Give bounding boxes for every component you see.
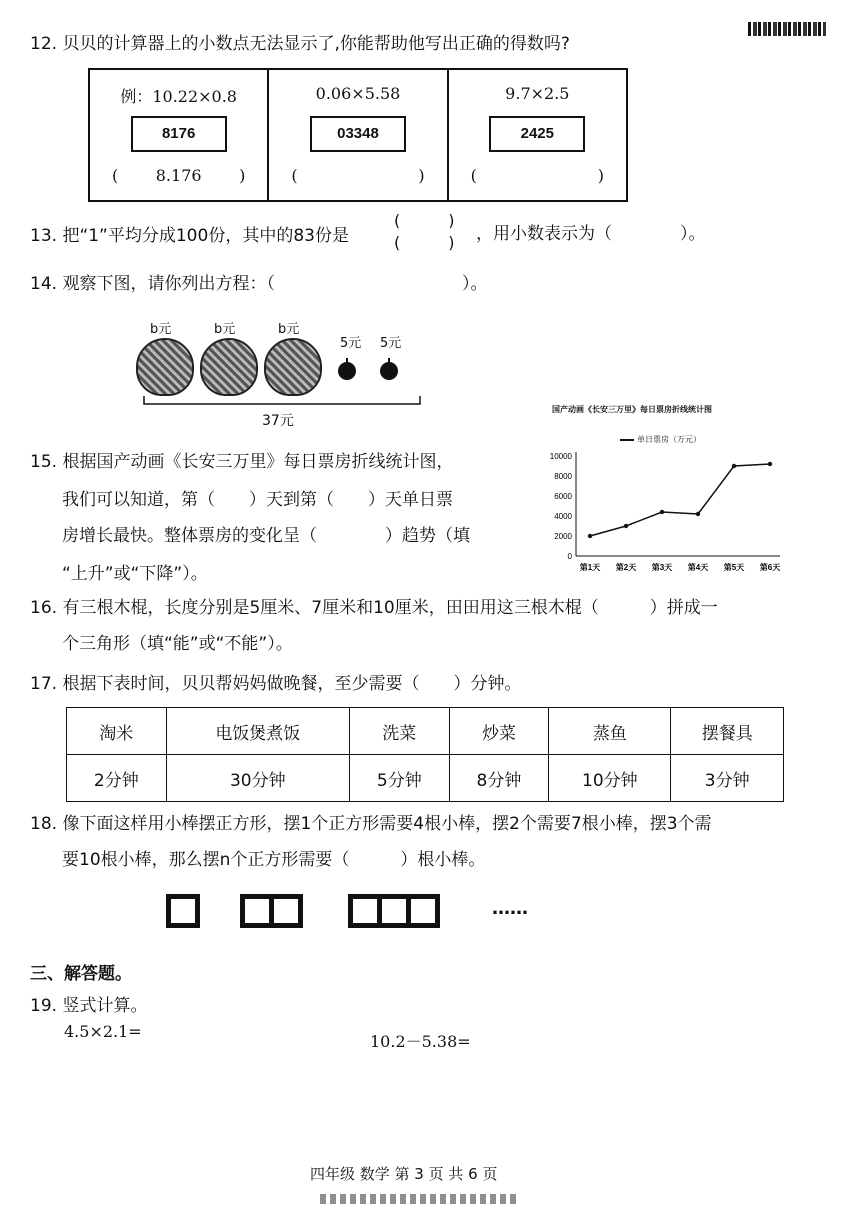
calc-cell-2: [269, 70, 448, 200]
y-tick-label: 4000: [554, 512, 572, 521]
basket-icon: [200, 338, 258, 396]
paren-close: ): [239, 166, 246, 185]
square-1: [166, 894, 200, 928]
qr-code-icon: [748, 22, 826, 36]
x-tick-label: 第6天: [759, 563, 781, 572]
ellipsis: ……: [492, 898, 528, 919]
fraction-numerator: ( ): [394, 211, 455, 230]
paren-open: (: [291, 166, 298, 185]
page-footer: 四年级 数学 第 3 页 共 6 页: [310, 1165, 498, 1183]
y-tick-label: 8000: [554, 472, 572, 481]
q15-line-4: “上升”或“下降”）。: [62, 564, 208, 584]
basket-price-label: b元: [150, 322, 172, 337]
paren-open: (: [470, 166, 477, 185]
answer-blank[interactable]: [471, 166, 604, 185]
x-tick-label: 第2天: [615, 563, 637, 572]
duration-cell: 30分钟: [166, 755, 349, 802]
q18-line-1: 18. 像下面这样用小棒摆正方形，摆1个正方形需要4根小棒，摆2个需要7根小棒，摆3个需: [30, 814, 712, 834]
duration-cell: 3分钟: [671, 755, 784, 802]
apple-icon: [380, 362, 398, 380]
chart-legend: [620, 434, 701, 445]
fraction-blank[interactable]: [394, 210, 455, 254]
cut-off-text: [320, 1194, 520, 1204]
y-tick-label: 6000: [554, 492, 572, 501]
task-cell: 炒菜: [449, 708, 549, 755]
legend-swatch: [620, 439, 634, 441]
legend-label: 单日票房（万元）: [637, 435, 701, 444]
series-line: [590, 464, 770, 536]
answer-blank[interactable]: [291, 166, 424, 185]
data-point: [624, 524, 628, 528]
calculator-table: [88, 68, 628, 202]
vertical-calc-1: 4.5×2.1=: [64, 1022, 142, 1041]
q14-figure: [134, 316, 434, 436]
calc-display: 8176: [131, 116, 227, 152]
box-office-chart: [536, 402, 792, 582]
fruit-price-label: 5元: [340, 336, 362, 351]
data-point: [768, 462, 772, 466]
calc-expression: 例：10.22×0.8: [120, 87, 237, 106]
calc-display: 03348: [310, 116, 406, 152]
paren-open: (: [112, 166, 119, 185]
vertical-calc-2: 10.2－5.38=: [370, 1032, 471, 1051]
q16-line-2: 个三角形（填“能”或“不能”）。: [62, 634, 293, 654]
stick-squares-figure: [166, 894, 566, 934]
table-row: [67, 708, 784, 755]
q15-line-1: 15. 根据国产动画《长安三万里》每日票房折线统计图，: [30, 452, 454, 472]
basket-icon: [136, 338, 194, 396]
paren-close: ): [597, 166, 604, 185]
paren-close: ): [418, 166, 425, 185]
q19-text: 19. 竖式计算。: [30, 996, 148, 1016]
x-tick-label: 第4天: [687, 563, 709, 572]
q18-line-2: 要10根小棒，那么摆n个正方形需要（ ）根小棒。: [62, 850, 486, 870]
y-tick-label: 0: [567, 552, 572, 561]
duration-cell: 2分钟: [67, 755, 167, 802]
q16-line-1: 16. 有三根木棍，长度分别是5厘米、7厘米和10厘米，田田用这三根木棍（ ）拼成一: [30, 598, 718, 618]
answer-value: 8.176: [155, 166, 202, 185]
total-price-label: 37元: [262, 413, 294, 429]
cooking-times-table: [66, 707, 784, 802]
q13-suffix: ，用小数表示为（ ）。: [476, 224, 706, 244]
task-cell: 电饭煲煮饭: [166, 708, 349, 755]
q15-line-3: 房增长最快。整体票房的变化呈（ ）趋势（填: [62, 526, 470, 546]
answer-blank[interactable]: [112, 166, 245, 185]
task-cell: 淘米: [67, 708, 167, 755]
q13-prefix: 13. 把“1”平均分成100份，其中的83份是: [30, 226, 349, 246]
data-point: [660, 510, 664, 514]
q14-text: 14. 观察下图，请你列出方程：（ ）。: [30, 274, 488, 294]
duration-cell: 8分钟: [449, 755, 549, 802]
x-tick-label: 第3天: [651, 563, 673, 572]
q12-text: 12. 贝贝的计算器上的小数点无法显示了,你能帮助他写出正确的得数吗?: [30, 34, 570, 54]
chart-plot: [536, 448, 792, 582]
x-tick-label: 第1天: [579, 563, 601, 572]
task-cell: 蒸鱼: [549, 708, 671, 755]
duration-cell: 5分钟: [349, 755, 449, 802]
calc-expression: 0.06×5.58: [315, 84, 401, 103]
x-tick-label: 第5天: [723, 563, 745, 572]
data-point: [588, 534, 592, 538]
square-3c: [406, 894, 440, 928]
basket-icon: [264, 338, 322, 396]
chart-title: 国产动画《长安三万里》每日票房折线统计图: [552, 405, 712, 414]
y-tick-label: 10000: [549, 452, 572, 461]
section-title: 三、解答题。: [30, 964, 132, 984]
calc-cell-3: [449, 70, 626, 200]
y-tick-label: 2000: [554, 532, 572, 541]
q15-line-2: 我们可以知道，第（ ）天到第（ ）天单日票: [62, 490, 453, 510]
basket-price-label: b元: [278, 322, 300, 337]
basket-price-label: b元: [214, 322, 236, 337]
calc-expression: 9.7×2.5: [505, 84, 570, 103]
apple-icon: [338, 362, 356, 380]
q17-text: 17. 根据下表时间，贝贝帮妈妈做晚餐，至少需要（ ）分钟。: [30, 674, 522, 694]
fraction-denominator: ( ): [394, 233, 455, 252]
data-point: [696, 512, 700, 516]
table-row: [67, 755, 784, 802]
calc-cell-1: [90, 70, 269, 200]
task-cell: 摆餐具: [671, 708, 784, 755]
data-point: [732, 464, 736, 468]
square-2b: [269, 894, 303, 928]
duration-cell: 10分钟: [549, 755, 671, 802]
task-cell: 洗菜: [349, 708, 449, 755]
calc-display: 2425: [489, 116, 585, 152]
fruit-price-label: 5元: [380, 336, 402, 351]
